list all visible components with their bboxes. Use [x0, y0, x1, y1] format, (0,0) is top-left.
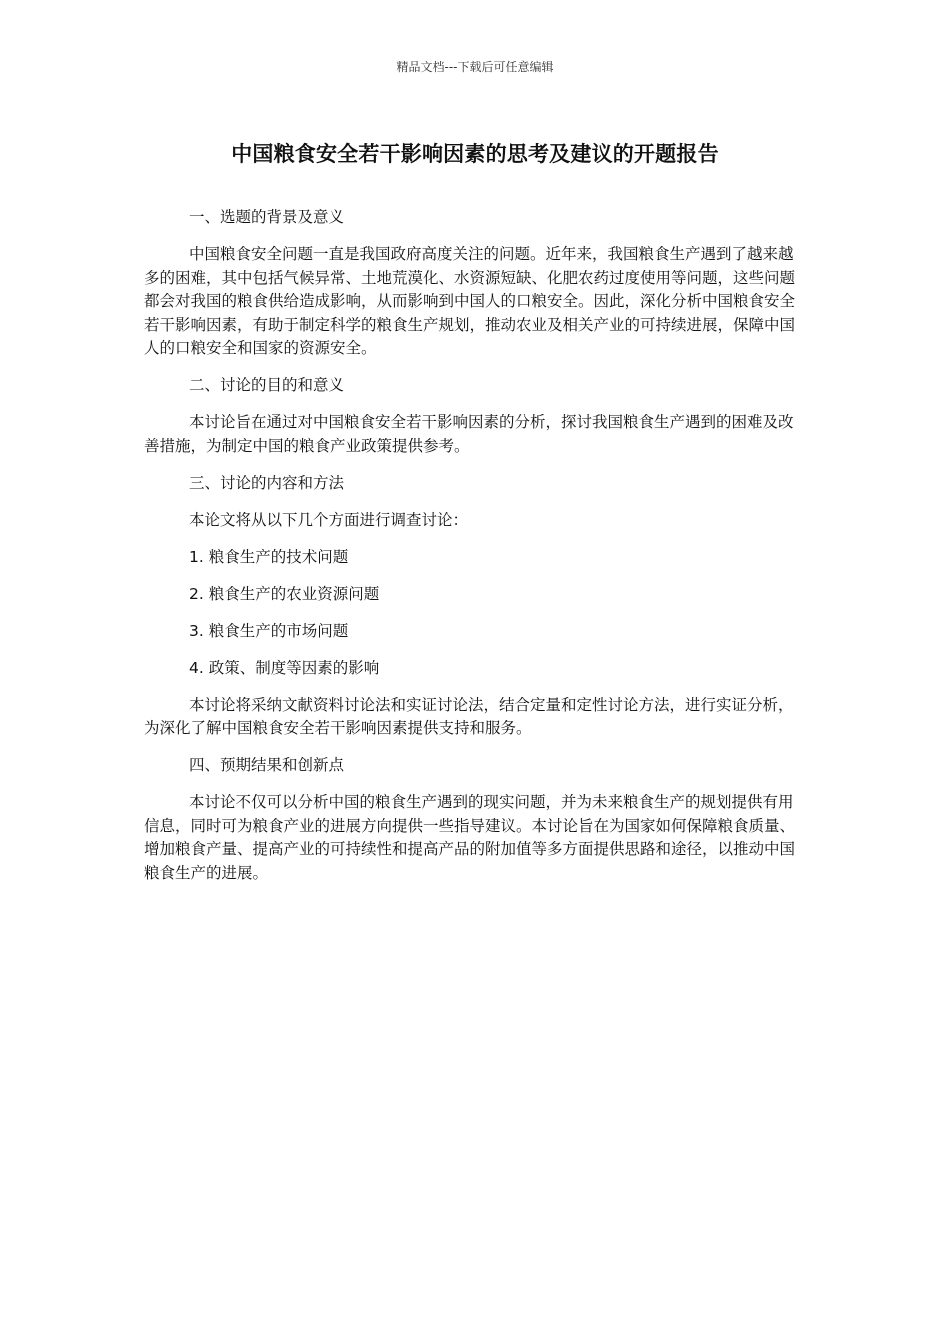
list-item: 2. 粮食生产的农业资源问题 [189, 584, 380, 603]
paragraph-background: 中国粮食安全问题一直是我国政府高度关注的问题。近年来，我国粮食生产遇到了越来越多的困难，其中包括气候异常、土地荒漠化、水资源短缺、化肥农药过度使用等问题，这些问题都会对我国的粮食供给造成影响，从而影响到中国人的口粮安全。因此，深化分析中国粮食安全若干影响因素，有助于制定科学的粮食生产规划，推动农业及相关产业的可持续进展，保障中国人的口粮安全和国家的资源安全。 [144, 245, 796, 357]
page-header: 精品文档---下载后可任意编辑 [396, 60, 554, 74]
paragraph-methods: 本讨论将采纳文献资料讨论法和实证讨论法，结合定量和定性讨论方法，进行实证分析，为深化了解中国粮食安全若干影响因素提供支持和服务。 [144, 695, 794, 737]
section-heading-4: 四、预期结果和创新点 [189, 756, 345, 774]
section-heading-2: 二、讨论的目的和意义 [189, 376, 345, 394]
document-title: 中国粮食安全若干影响因素的思考及建议的开题报告 [231, 142, 719, 166]
section-heading-1: 一、选题的背景及意义 [189, 208, 345, 226]
list-item: 1. 粮食生产的技术问题 [189, 547, 349, 566]
paragraph-content-intro: 本论文将从以下几个方面进行调查讨论： [189, 510, 469, 529]
list-item: 4. 政策、制度等因素的影响 [189, 658, 380, 677]
document-body [144, 206, 806, 899]
paragraph-purpose: 本讨论旨在通过对中国粮食安全若干影响因素的分析，探讨我国粮食生产遇到的困难及改善措施，为制定中国的粮食产业政策提供参考。 [144, 413, 794, 455]
section-heading-3: 三、讨论的内容和方法 [189, 473, 345, 492]
paragraph-expected-results: 本讨论不仅可以分析中国的粮食生产遇到的现实问题，并为未来粮食生产的规划提供有用信息，同时可为粮食产业的进展方向提供一些指导建议。本讨论旨在为国家如何保障粮食质量、增加粮食产量、提高产业的可持续性和提高产品的附加值等多方面提供思路和途径，以推动中国粮食生产的进展。 [144, 793, 796, 882]
list-item: 3. 粮食生产的市场问题 [189, 621, 349, 640]
